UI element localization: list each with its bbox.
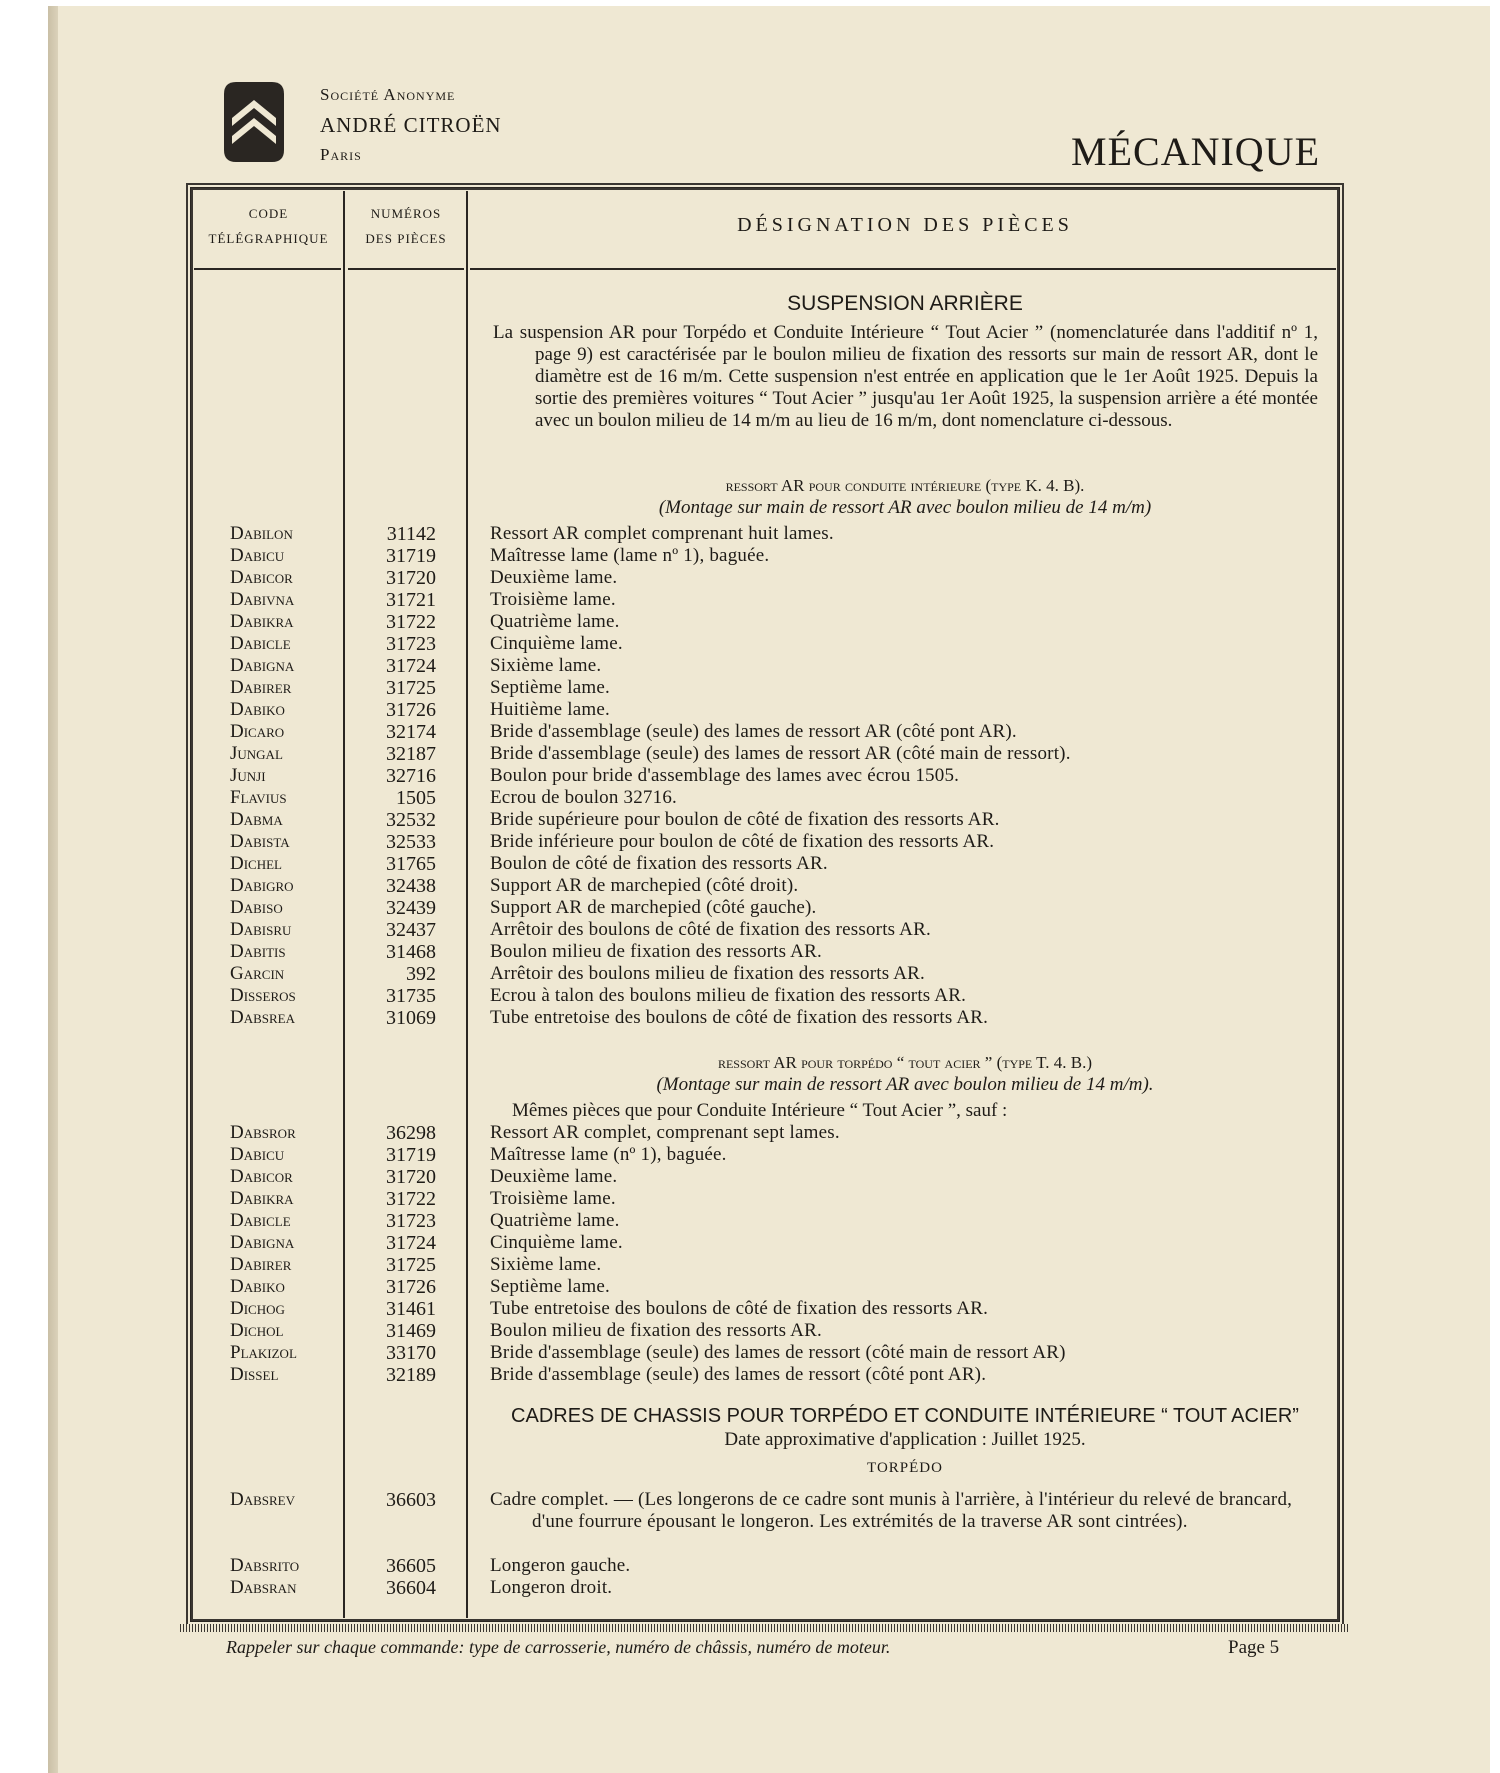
part-number: 36603 [386,1489,436,1511]
part-code: Dabicu [230,1144,285,1165]
part-code: Disseros [230,985,296,1006]
part-number: 32437 [386,919,436,941]
part-code: Junji [230,765,266,786]
part-number: 31725 [386,1254,436,1276]
section-title-cadres: CADRES DE CHASSIS POUR TORPÉDO ET CONDUITE INTÉRIEURE “ TOUT ACIER” [511,1405,1299,1427]
column-header-number [348,201,464,251]
part-number: 31461 [386,1298,436,1320]
part-designation: Deuxième lame. [490,567,618,588]
part-number: 31722 [386,611,436,633]
table-bottom-rule [180,1624,1350,1632]
part-designation: Boulon pour bride d'assemblage des lames avec écrou 1505. [490,765,960,786]
column-header-code [196,201,341,251]
part-code: Plakizol [230,1342,297,1363]
part-code: Dabirer [230,677,292,698]
part-number: 33170 [386,1342,436,1364]
part-code: Dichol [230,1320,284,1341]
part-code: Dabsrea [230,1007,296,1028]
part-number: 32533 [386,831,436,853]
part-code: Jungal [230,743,283,764]
part-designation: Bride supérieure pour boulon de côté de fixation des ressorts AR. [490,809,1000,830]
part-code: Dabigna [230,655,295,676]
footer-order-note: Rappeler sur chaque commande: type de carrosserie, numéro de châssis, numéro de moteur. [226,1637,891,1657]
part-number: 31726 [386,1276,436,1298]
part-code: Dabigna [230,1232,295,1253]
section-sub-torpedo: TORPÉDO [867,1460,943,1476]
company-city: Paris [320,145,362,164]
part-code: Dabiso [230,897,283,918]
part-code: Dabisru [230,919,292,940]
part-number: 32532 [386,809,436,831]
part-designation: Bride d'assemblage (seule) des lames de ressort AR (côté pont AR). [490,721,1017,742]
part-designation: Bride d'assemblage (seule) des lames de ressort (côté main de ressort AR) [490,1342,1066,1363]
part-designation: Support AR de marchepied (côté droit). [490,875,799,896]
header-rule-number [348,268,464,270]
part-number: 31720 [386,567,436,589]
part-code: Dabicor [230,1166,293,1187]
part-code: Dabigro [230,875,294,896]
part-designation: Ressort AR complet comprenant huit lames. [490,523,834,544]
part-designation: Troisième lame. [490,1188,616,1209]
part-number: 31721 [386,589,436,611]
part-code: Dabicle [230,633,291,654]
part-number: 31724 [386,1232,436,1254]
column-divider-number [466,191,468,1618]
part-code: Dabma [230,809,283,830]
part-designation: Cinquième lame. [490,633,623,654]
part-designation: Quatrième lame. [490,1210,620,1231]
part-code: Garcin [230,963,285,984]
part-number: 31469 [386,1320,436,1342]
part-number: 1505 [396,787,436,809]
part-number: 31723 [386,633,436,655]
subsection-note-conduite: (Montage sur main de ressort AR avec boulon milieu de 14 m/m) [658,497,1152,518]
part-designation: Maîtresse lame (lame nº 1), baguée. [490,545,770,566]
part-designation: Ressort AR complet, comprenant sept lames. [490,1122,840,1143]
part-designation: Arrêtoir des boulons de côté de fixation des ressorts AR. [490,919,931,940]
part-code: Dabsror [230,1122,296,1143]
part-designation: Longeron droit. [490,1577,613,1598]
section-intro-paragraph: La suspension AR pour Torpédo et Conduite Intérieure “ Tout Acier ” (nomenclaturée dans l'additif nº 1, page 9) est caractérisée par le boulon milieu de fixation des ressorts sur main de ressort AR, dont le diamètre est de 16 m/m. Cette suspension n'est entrée en application que le 1er Août 1925. Depuis la sortie des premières voitures “ Tout Acier ” jusqu'au 1er Août 1925, la suspension arrière a été montée avec un boulon milieu de 14 m/m au lieu de 16 m/m, dont nomenclature ci-dessous. [493,322,1318,431]
part-code: Dabikra [230,1188,294,1209]
part-designation: Support AR de marchepied (côté gauche). [490,897,817,918]
header-rule-code [194,268,341,270]
part-code: Dissel [230,1364,279,1385]
part-designation: Cinquième lame. [490,1232,623,1253]
part-designation: Cadre complet. — (Les longerons de ce cadre sont munis à l'arrière, à l'intérieur du relevé de brancard, d'une fourrure épousant le longeron. Les extrémités de la traverse AR sont cintrées). [490,1489,1293,1532]
part-number: 36298 [386,1122,436,1144]
part-code: Dabsrev [230,1489,296,1510]
part-code: Dabsran [230,1577,297,1598]
part-number: 31719 [386,545,436,567]
part-designation: Longeron gauche. [490,1555,631,1576]
column-header-number-line2: DES PIÈCES [365,231,447,246]
part-designation: Septième lame. [490,1276,610,1297]
part-designation: Septième lame. [490,677,610,698]
column-header-code-line2: TÉLÉGRAPHIQUE [208,231,329,246]
part-code: Dabicle [230,1210,291,1231]
part-designation: Ecrou à talon des boulons milieu de fixation des ressorts AR. [490,985,967,1006]
subsection-title-torpedo-text: ressort AR pour torpédo “ tout acier ” (type T. 4. B.) [717,1053,1093,1072]
part-code: Dabilon [230,523,293,544]
part-designation: Boulon milieu de fixation des ressorts AR. [490,941,822,962]
part-designation: Sixième lame. [490,655,602,676]
part-designation: Maîtresse lame (nº 1), baguée. [490,1144,727,1165]
part-code: Dicaro [230,721,285,742]
part-designation: Huitième lame. [490,699,610,720]
part-number: 32189 [386,1364,436,1386]
part-designation: Arrêtoir des boulons milieu de fixation des ressorts AR. [490,963,925,984]
part-number: 36604 [386,1577,436,1599]
part-designation: Bride d'assemblage (seule) des lames de ressort (côté pont AR). [490,1364,987,1385]
part-designation: Troisième lame. [490,589,616,610]
part-number: 31720 [386,1166,436,1188]
section-title-suspension: SUSPENSION ARRIÈRE [787,292,1023,315]
part-number: 31725 [386,677,436,699]
part-code: Dabivna [230,589,295,610]
part-code: Dabitis [230,941,286,962]
part-number: 32174 [386,721,436,743]
subsection-title-conduite-text: ressort AR pour conduite intérieure (type K. 4. B). [725,476,1085,495]
part-number: 32716 [386,765,436,787]
part-designation: Boulon milieu de fixation des ressorts AR. [490,1320,822,1341]
part-code: Dabicor [230,567,293,588]
part-number: 31069 [386,1007,436,1029]
header-rule-designation [470,268,1336,270]
part-designation: Bride d'assemblage (seule) des lames de ressort AR (côté main de ressort). [490,743,1071,764]
citroen-chevron-logo [222,80,286,164]
part-number: 32438 [386,875,436,897]
part-number: 31735 [386,985,436,1007]
part-number: 31765 [386,853,436,875]
part-number: 31719 [386,1144,436,1166]
subsection-title-conduite [470,475,1340,497]
part-designation: Tube entretoise des boulons de côté de fixation des ressorts AR. [490,1298,989,1319]
subsection-note-torpedo: (Montage sur main de ressort AR avec boulon milieu de 14 m/m). [656,1074,1154,1095]
part-designation: Boulon de côté de fixation des ressorts AR. [490,853,828,874]
company-name: ANDRÉ CITROËN [320,113,502,137]
part-number: 392 [406,963,436,985]
part-number: 32439 [386,897,436,919]
part-code: Dabiko [230,699,285,720]
part-designation: Sixième lame. [490,1254,602,1275]
part-code: Dabikra [230,611,294,632]
company-block [320,80,502,170]
part-code: Dichog [230,1298,285,1319]
column-header-designation: DÉSIGNATION DES PIÈCES [737,214,1073,236]
part-designation: Bride inférieure pour boulon de côté de fixation des ressorts AR. [490,831,995,852]
part-designation: Deuxième lame. [490,1166,618,1187]
part-code: Dabsrito [230,1555,300,1576]
part-number: 31722 [386,1188,436,1210]
section-date-line: Date approximative d'application : Juillet 1925. [724,1429,1086,1450]
part-code: Dabiko [230,1276,285,1297]
part-code: Dichel [230,853,282,874]
column-header-number-line1: NUMÉROS [370,206,442,221]
document-title: MÉCANIQUE [1071,129,1320,174]
part-number: 32187 [386,743,436,765]
part-number: 31726 [386,699,436,721]
company-type: Société Anonyme [320,85,456,104]
part-number: 31142 [386,523,436,545]
subsection-title-torpedo [470,1052,1340,1074]
part-designation: Ecrou de boulon 32716. [490,787,677,808]
part-code: Flavius [230,787,287,808]
part-number: 31468 [386,941,436,963]
part-number: 31723 [386,1210,436,1232]
part-code: Dabirer [230,1254,292,1275]
part-number: 36605 [386,1555,436,1577]
part-designation: Quatrième lame. [490,611,620,632]
column-header-code-line1: CODE [248,206,289,221]
part-code: Dabicu [230,545,285,566]
page-number: Page 5 [1228,1637,1280,1658]
part-number: 31724 [386,655,436,677]
part-code: Dabista [230,831,290,852]
subsection-intro-torpedo: Mêmes pièces que pour Conduite Intérieure “ Tout Acier ”, sauf : [512,1100,1008,1121]
part-designation: Tube entretoise des boulons de côté de fixation des ressorts AR. [490,1007,989,1028]
